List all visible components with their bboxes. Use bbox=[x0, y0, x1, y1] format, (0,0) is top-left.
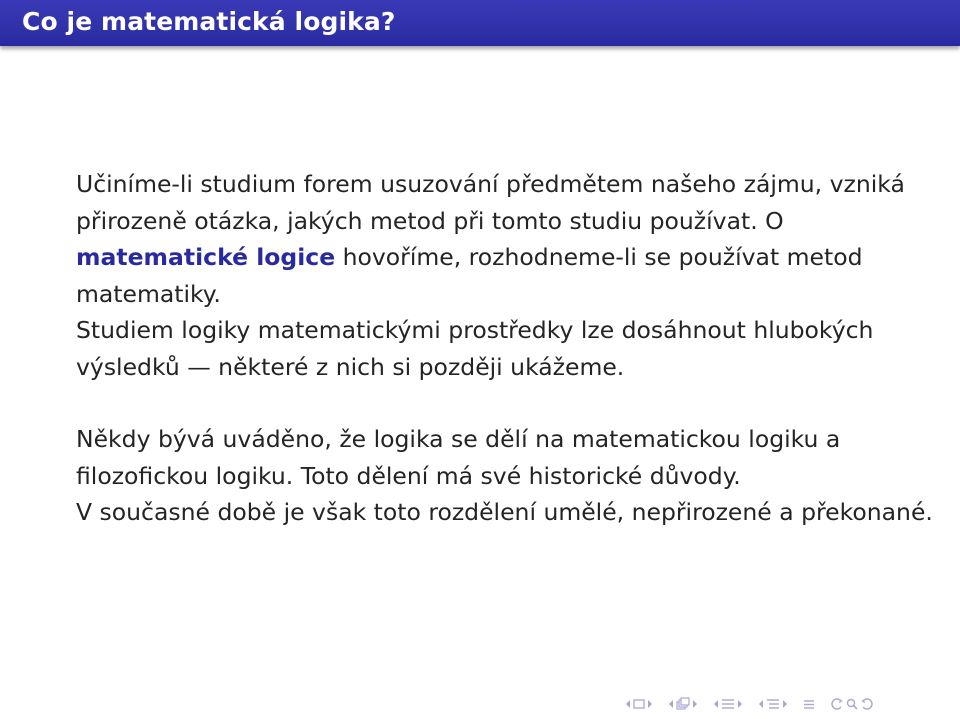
p1-text-1: Učiníme-li studium forem usuzování předmětem našeho zájmu, vzniká přirozeně otázka, jakých metod při tomto studiu používat. O bbox=[76, 170, 905, 235]
p1-text-2: hovoříme, rozhodneme-li se používat metod matematiky. bbox=[76, 243, 863, 308]
nav-slide-group bbox=[667, 696, 699, 712]
nav-section-group bbox=[712, 696, 744, 712]
paragraph-1 bbox=[76, 166, 936, 385]
nav-search-group bbox=[829, 696, 875, 712]
section-icon bbox=[720, 696, 736, 712]
slide-prev-icon[interactable] bbox=[667, 696, 675, 712]
nav-subsection-group bbox=[757, 696, 789, 712]
nav-align-group bbox=[802, 696, 816, 712]
slides-stack-icon bbox=[675, 696, 691, 712]
frame-icon bbox=[632, 696, 646, 712]
search-forward-icon[interactable] bbox=[859, 696, 875, 712]
p1-text-3: Studiem logiky matematickými prostředky lze dosáhnout hlubokých výsledků — některé z nich si později ukážeme. bbox=[76, 316, 874, 381]
p2-text-1: Někdy bývá uváděno, že logika se dělí na matematickou logiku a filozofickou logiku. Toto dělení má své historické důvody. bbox=[76, 425, 841, 490]
subsection-prev-icon[interactable] bbox=[757, 696, 765, 712]
beamer-navigation-bar bbox=[624, 696, 875, 712]
frame-prev-icon[interactable] bbox=[624, 696, 632, 712]
nav-frame-group bbox=[624, 696, 654, 712]
paragraph-2 bbox=[76, 421, 936, 531]
subsection-next-icon[interactable] bbox=[781, 696, 789, 712]
align-icon[interactable] bbox=[802, 696, 816, 712]
section-prev-icon[interactable] bbox=[712, 696, 720, 712]
frame-next-icon[interactable] bbox=[646, 696, 654, 712]
slide-title: Co je matematická logika? bbox=[22, 7, 396, 36]
p2-text-2: V současné době je však toto rozdělení umělé, nepřirozené a překonané. bbox=[76, 498, 933, 526]
search-icon[interactable] bbox=[845, 696, 859, 712]
section-next-icon[interactable] bbox=[736, 696, 744, 712]
subsection-icon bbox=[765, 696, 781, 712]
slide-title-bar bbox=[0, 0, 960, 46]
slide-body bbox=[76, 166, 936, 531]
search-back-icon[interactable] bbox=[829, 696, 845, 712]
slide-next-icon[interactable] bbox=[691, 696, 699, 712]
emphasized-term: matematické logice bbox=[76, 243, 336, 271]
